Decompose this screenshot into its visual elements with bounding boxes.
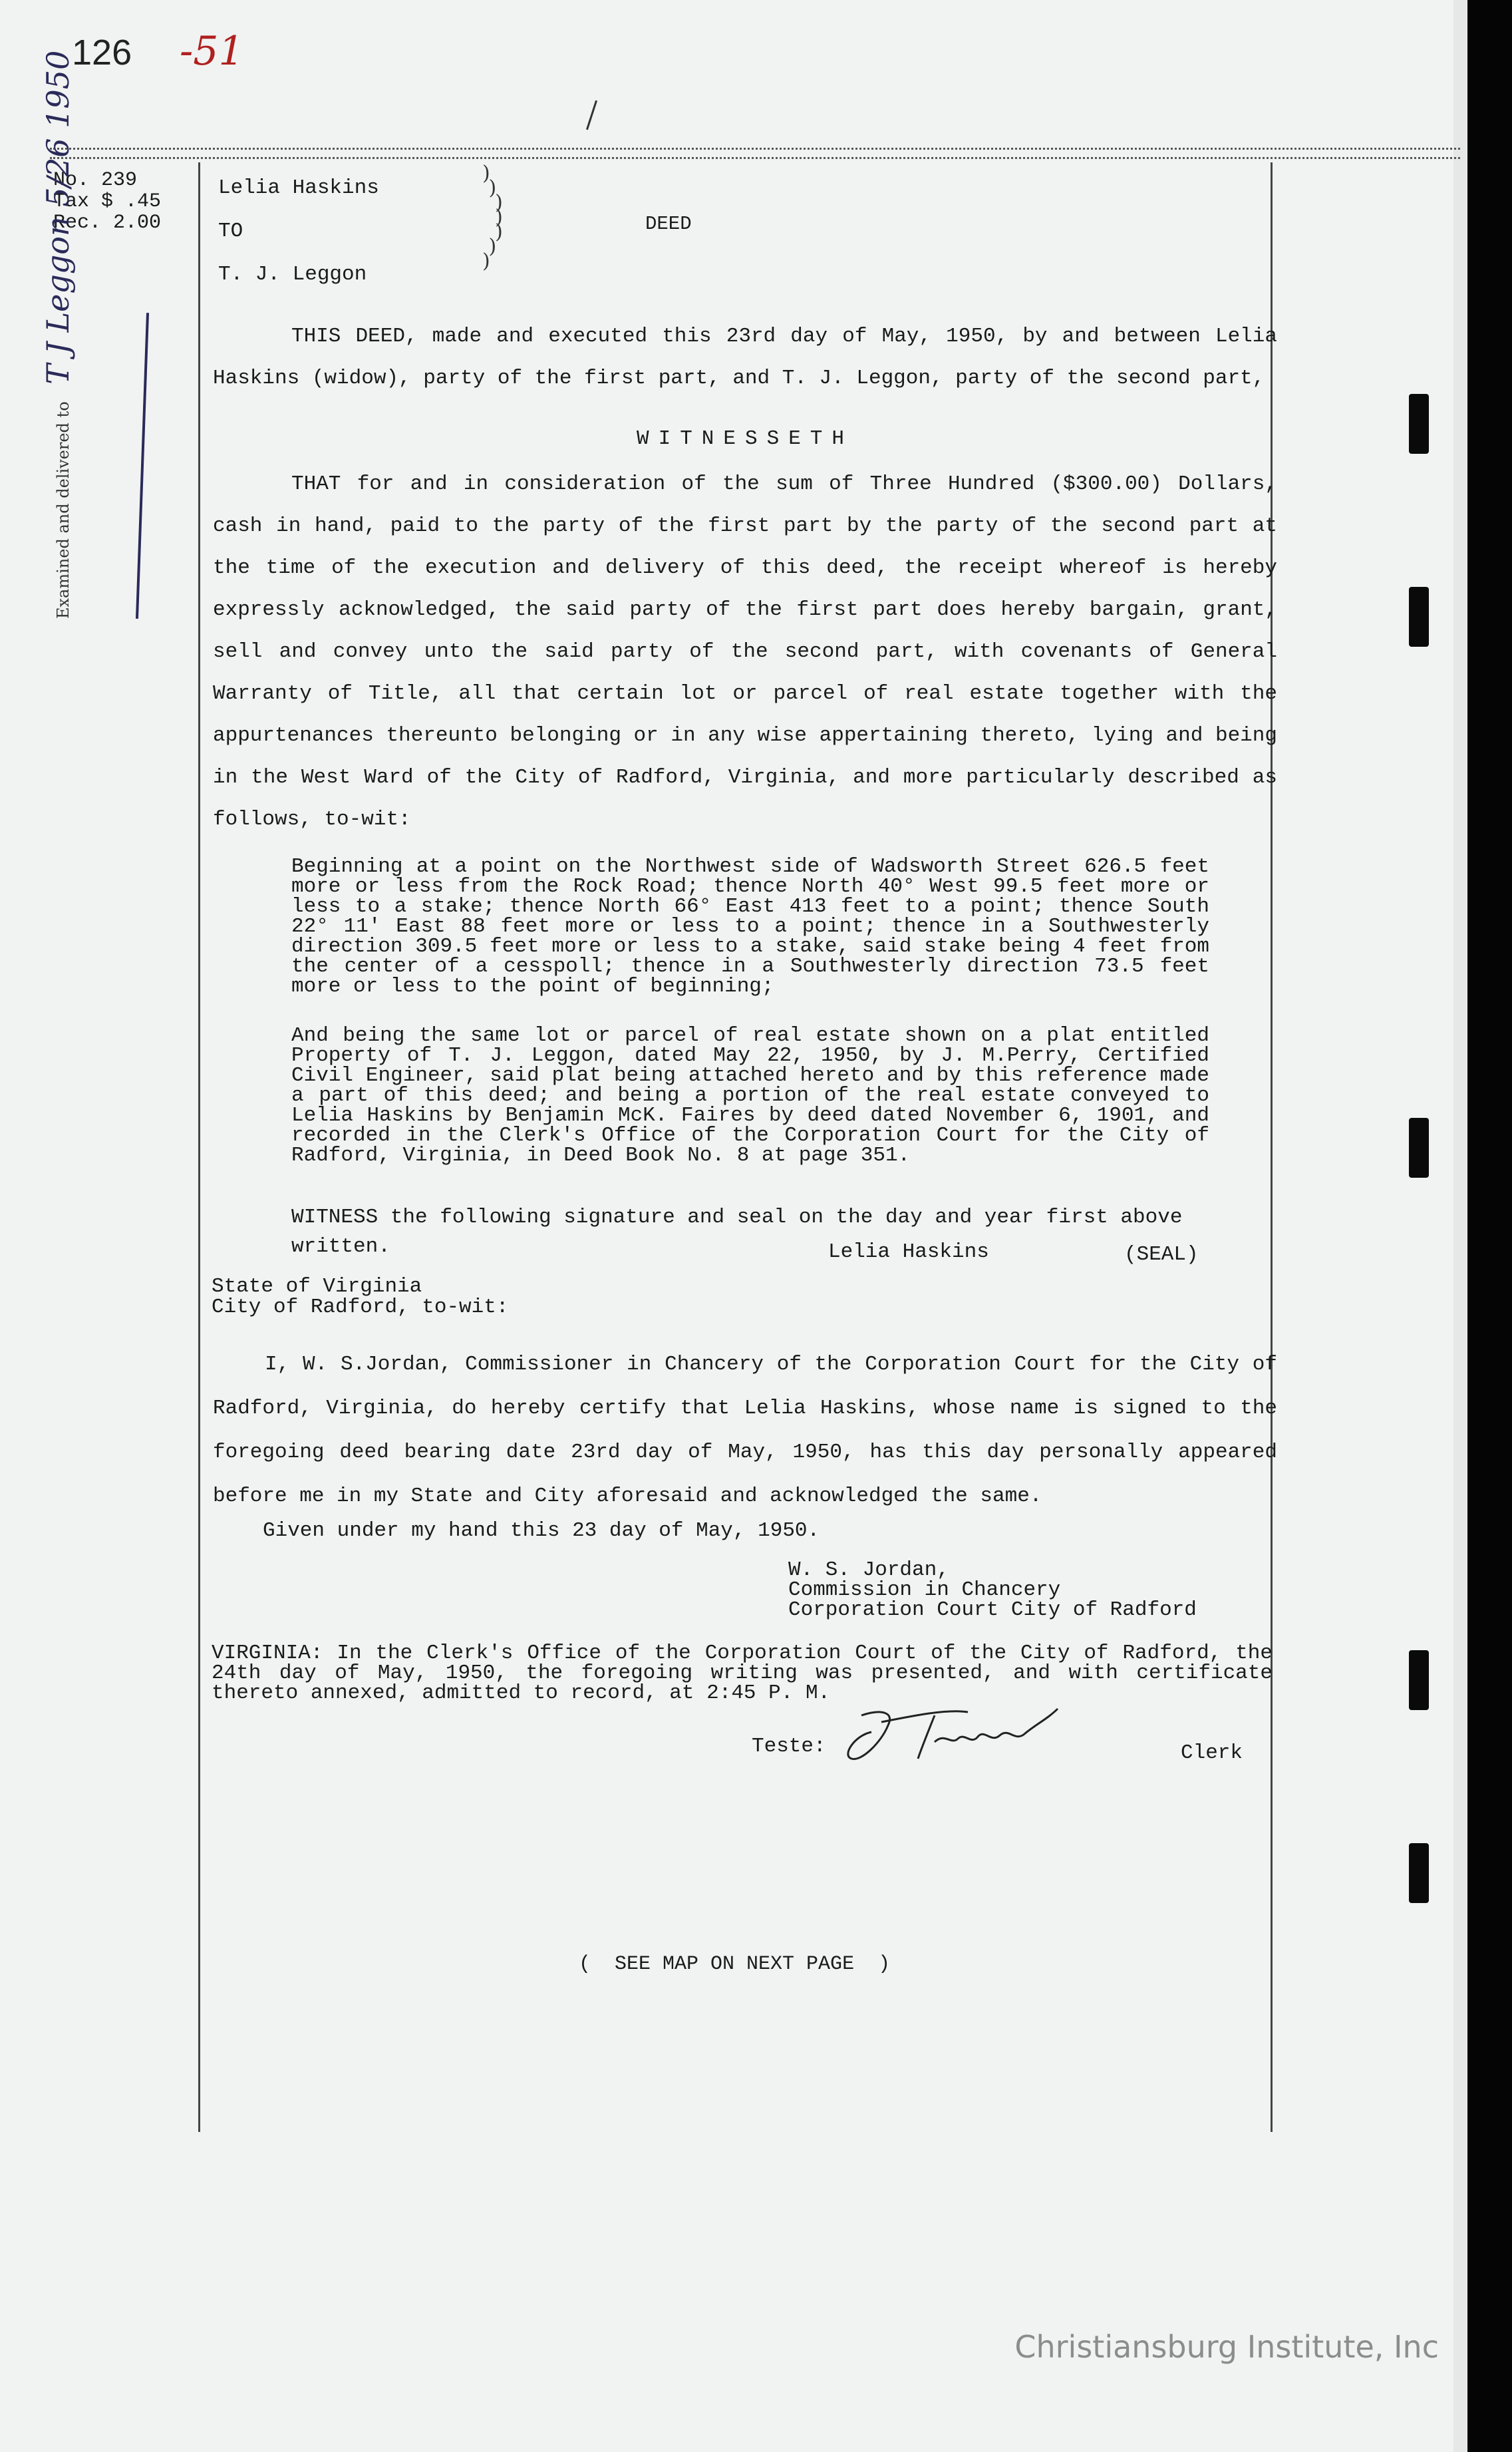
venue xyxy=(212,1276,508,1317)
see-map-note: ( SEE MAP ON NEXT PAGE ) xyxy=(579,1953,891,1976)
commissioner-court: Corporation Court City of Radford xyxy=(788,1598,1197,1622)
grantee-name: T. J. Leggon xyxy=(218,263,367,286)
witnesseth-heading: WITNESSETH xyxy=(636,427,854,450)
recording-fee: Rec. 2.00 xyxy=(53,212,162,234)
ruled-line xyxy=(50,157,1460,159)
clerk-title: Clerk xyxy=(1181,1741,1243,1765)
left-margin-rule xyxy=(198,162,200,2132)
clerk-signature-drawing xyxy=(835,1695,1074,1769)
tax-amount: Tax $ .45 xyxy=(53,190,162,213)
venue-city: City of Radford, to-wit: xyxy=(212,1296,509,1319)
deed-opening: THIS DEED, made and executed this 23rd day of May, 1950, by and between Lelia Haskins (widow), party of the first part, and T. J. Leggon, party of the second part, xyxy=(213,325,1277,390)
ruled-line xyxy=(50,148,1460,150)
given-under-hand: Given under my hand this 23 day of May, 1950. xyxy=(263,1519,820,1542)
venue-state: State of Virginia xyxy=(212,1275,422,1298)
deed-number: No. 239 xyxy=(53,169,138,192)
clerk-signature xyxy=(835,1695,1074,1772)
page-number: 126 xyxy=(72,33,132,73)
binder-tab xyxy=(1409,1843,1429,1903)
margin-annotation xyxy=(40,51,76,619)
acknowledgment-text: I, W. S.Jordan, Commissioner in Chancery of the Corporation Court for the City of Radford, Virginia, do hereby certify that Lelia Haskins, whose name is signed to the foregoing deed bearing date 23rd day of May, 1950, has this day personally appeared before me in my State and City aforesaid and acknowledged the same. xyxy=(213,1353,1277,1508)
teste-label: Teste: xyxy=(752,1735,826,1758)
commissioner-title: Commission in Chancery xyxy=(788,1578,1061,1602)
brace-mark: ) ) ) ) ) ) ) xyxy=(482,162,503,273)
consideration-paragraph: THAT for and in consideration of the sum of Three Hundred ($300.00) Dollars, cash in hand, paid to the party of the first part by the party of the second part at the time of the execution and delivery of this deed, the receipt whereof is hereby expressly acknowledged, the said party of the first part does hereby bargain, grant, sell and convey unto the said party of the second part, with covenants of General Warranty of Title, all that certain lot or parcel of real estate together with the appurtenances thereunto belonging or in any wise appertaining thereto, lying and being in the West Ward of the City of Radford, Virginia, and more particularly described as follows, to-wit: xyxy=(213,472,1277,831)
page-number-annotation: -51 xyxy=(180,28,244,75)
metes-and-bounds: Beginning at a point on the Northwest side of Wadsworth Street 626.5 feet more or less from the Rock Road; thence North 40° West 99.5 feet more or less to a stake; thence North 66° East 413 feet to a point; thence South 22° 11' East 88 feet more or less to a point; thence in a Southwesterly direction 309.5 feet more or less to a stake, said stake being 4 feet from the center of a cesspoll; thence in a Southwesterly direction 73.5 feet more or less to the point of beginning; xyxy=(291,855,1209,998)
margin-stamp: Examined and delivered to xyxy=(54,401,73,619)
instrument-title: DEED xyxy=(645,213,692,235)
clerk-certificate: VIRGINIA: In the Clerk's Office of the Corporation Court of the City of Radford, the 24th day of May, 1950, the foregoing writing was presented, and with certificate thereto annexed, admitted to record, at 2:45 P. M. xyxy=(212,1642,1273,1705)
commissioner-name: W. S. Jordan, xyxy=(788,1558,949,1582)
plat-reference: And being the same lot or parcel of real estate shown on a plat entitled Property of T. J. Leggon, dated May 22, 1950, by J. M.Perry, Certified Civil Engineer, said plat being attached hereto and by this reference made a part of this deed; and being a portion of the real estate conveyed to Lelia Haskins by Benjamin McK. Faires by deed dated November 6, 1901, and recorded in the Clerk's Office of the Corporation Court for the City of Radford, Virginia, in Deed Book No. 8 at page 351. xyxy=(291,1024,1209,1167)
binding-strip xyxy=(1453,0,1467,2452)
binder-tab xyxy=(1409,587,1429,647)
binder-tab xyxy=(1409,1650,1429,1710)
witness-clause-end: written. xyxy=(291,1235,390,1258)
party-connector: TO xyxy=(218,220,243,243)
margin-underline xyxy=(136,313,149,619)
margin-handwriting: T J Leggon 5/26 1950 xyxy=(40,50,76,385)
witness-clause: WITNESS the following signature and seal on the day and year first above xyxy=(291,1206,1183,1229)
archive-watermark: Christiansburg Institute, Inc xyxy=(1014,2329,1439,2365)
seal-mark: (SEAL) xyxy=(1124,1243,1199,1266)
pen-mark xyxy=(586,100,597,130)
grantor-signature: Lelia Haskins xyxy=(828,1240,989,1264)
right-margin-rule xyxy=(1271,162,1273,2132)
binder-tab xyxy=(1409,394,1429,454)
party-names xyxy=(218,166,379,296)
commissioner-signature-block xyxy=(788,1560,1197,1620)
grantor-name: Lelia Haskins xyxy=(218,176,379,200)
binder-tab xyxy=(1409,1118,1429,1178)
